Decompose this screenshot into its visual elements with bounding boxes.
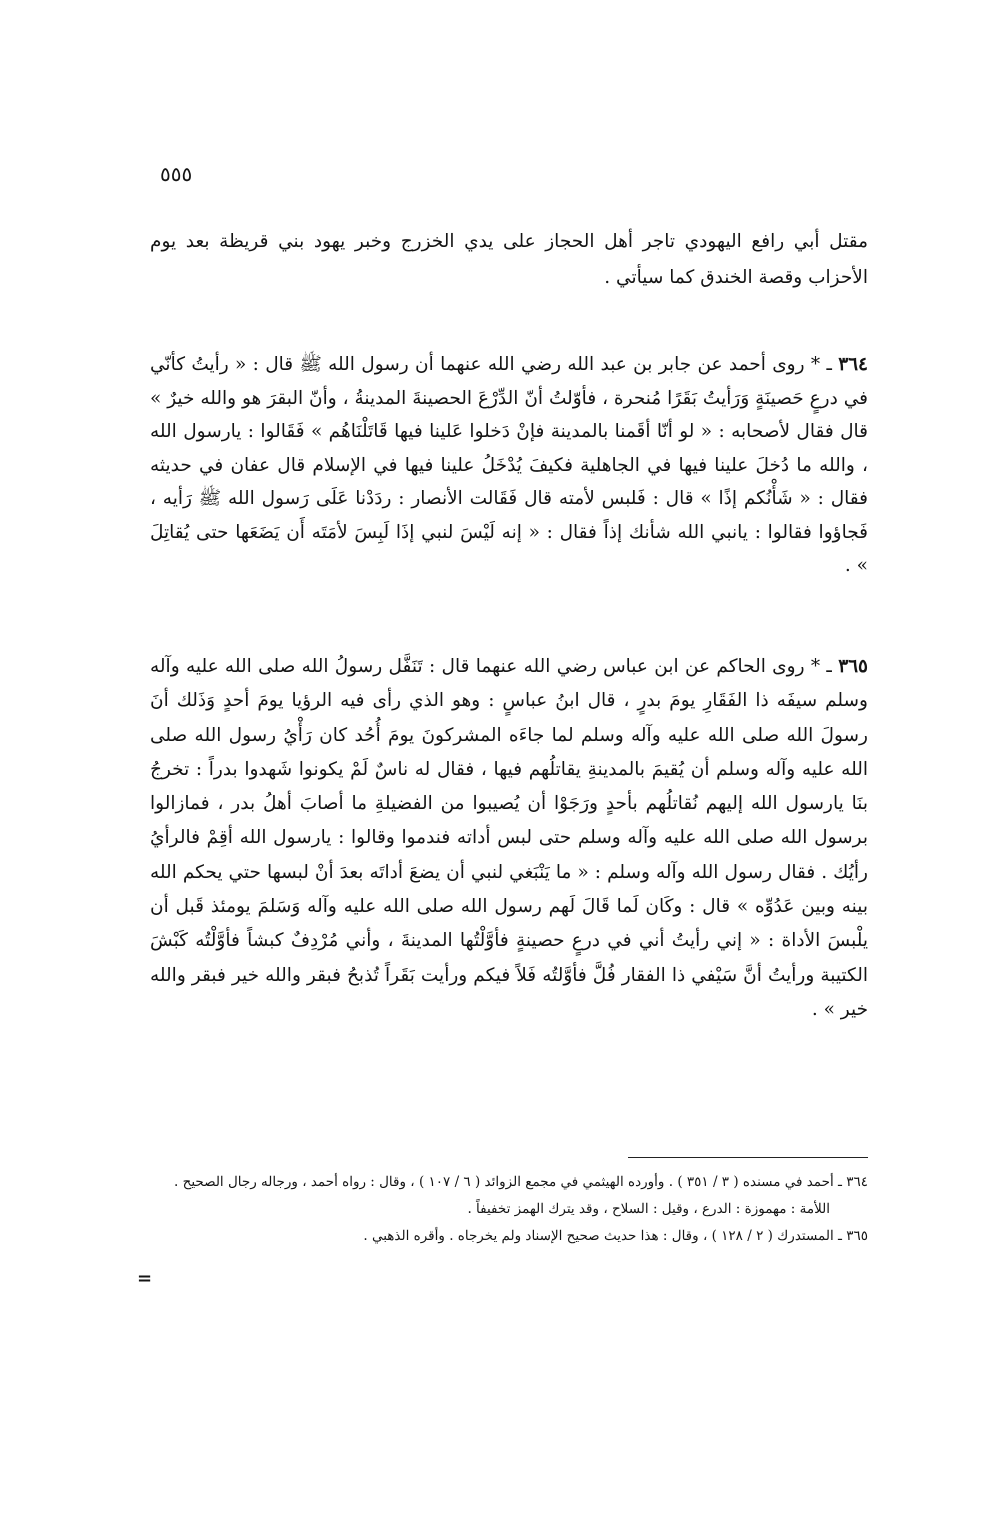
hadith-365-paragraph (150, 650, 868, 1027)
footnote-divider (628, 1157, 868, 1158)
footnotes (150, 1170, 868, 1251)
footnote-365: ٣٦٥ ـ المستدرك ( ٢ / ١٢٨ ) ، وقال : هذا حديث صحيح الإسناد ولم يخرجاه . وأقره الذهبي . (363, 1228, 868, 1244)
hadith-364-text: ـ * روى أحمد عن جابر بن عبد الله رضي الله عنهما أن رسول الله ﷺ قال : « رأيتُ كأنّي في درعٍ حَصينَةٍ وَرَأيتُ بَقَرًا مُنحرة ، فأوّلتُ أنّ الدِّرْعَ الحصينةَ المدينةُ ، وأنّ البقرَ هو والله خيرٌ » قال فقال لأصحابه : « لو أنّا أقَمنا بالمدينة فإنْ دَخلوا عَلينا فيها قَاتَلْنَاهُم » فَقَالوا : يارسول الله ، والله ما دُخلَ علينا فيها في الجاهلية فكيفَ يُدْخَلُ علينا فيها في الإسلام قال عفان في حديثه فقال : « شَأْنُكم إذًا » قال : فَلبس لأمته قال فَقَالت الأنصار : ردَدْنا عَلَى رَسول الله ﷺ رَأيه ، فَجاؤوا فقالوا : يانبي الله شأنك إذاً فقال : « إنه لَيْسَ لنبي إذَا لَبِسَ لأمَتَه أَن يَضَعَها حتى يُقاتِلَ » . (150, 354, 868, 576)
hadith-364-number: ٣٦٤ (838, 354, 868, 375)
hadith-364-paragraph (150, 348, 868, 583)
hadith-365-text: ـ * روى الحاكم عن ابن عباس رضي الله عنهما قال : تَنَفَّل رسولُ الله صلى الله عليه وآله وسلم سيفَه ذا الفَقَارِ يومَ بدرٍ ، قال ابنُ عباسٍ : وهو الذي رأى فيه الرؤيا يومَ أحدٍ وَذَلك أنَ رسولَ الله صلى الله عليه وآله وسلم لما جاءَه المشركونَ يومَ أُحُد كان رَأْيُ رسول الله صلى الله عليه وآله وسلم أن يُقيمَ بالمدينةِ يقاتلُهم فيها ، فقال له ناسٌ لَمْ يكونوا شَهدوا بدراً : تخرجُ بنَا يارسول الله إليهم نُقاتلُهم بأحدٍ ورَجَوْا أن يُصيبوا من الفضيلةِ ما أصابَ أهلُ بدر ، فمازالوا برسول الله صلى الله عليه وآله وسلم حتى لبس أداته فندموا وقالوا : يارسول الله أقِمْ فالرأيُ رأيُك . فقال رسول الله وآله وسلم : « ما يَنْبَغي لنبي أن يضعَ أداتَه بعدَ أنْ لبسها حتي يحكم الله بينه وبين عَدُوِّه » قال : وكَان لَما قَالَ لَهم رسول الله صلى الله عليه وآله وَسَلمَ يومئذ قَبل أن يلْبسَ الأداة : « إني رأيتُ أني في درعٍ حصينةٍ فأوَّلْتُها المدينةَ ، وأني مُرْدِفٌ كبشاً فأوَّلْتُه كَبْشَ الكتيبة ورأيتُ أنَّ سَيْفي ذا الفقار فُلَّ فأوَّلتُه فَلاً فيكم ورأيت بَقَراً تُذبحُ فبقر والله خير فبقر والله خير » . (150, 656, 868, 1020)
hadith-364 (150, 348, 868, 583)
intro-text: مقتل أبي رافع اليهودي تاجر أهل الحجاز على يدي الخزرج وخبر يهود بني قريظة بعد يوم الأحزاب وقصة الخندق كما سيأتي . (150, 231, 868, 288)
hadith-365 (150, 650, 868, 1027)
hadith-365-number: ٣٦٥ (838, 656, 868, 677)
page-number: ٥٥٥ (160, 162, 193, 186)
footnote-364-note: اللأمة : مهموزة : الدرع ، وقيل : السلاح ، وقد يترك الهمز تخفيفاً . (467, 1201, 830, 1217)
intro-paragraph (150, 224, 868, 295)
continuation-mark: = (137, 1268, 153, 1289)
footnote-364: ٣٦٤ ـ أحمد في مسنده ( ٣ / ٣٥١ ) . وأورده الهيثمي في مجمع الزوائد ( ٦ / ١٠٧ ) ، وقال : رواه أحمد ، ورجاله رجال الصحيح . (174, 1174, 868, 1190)
